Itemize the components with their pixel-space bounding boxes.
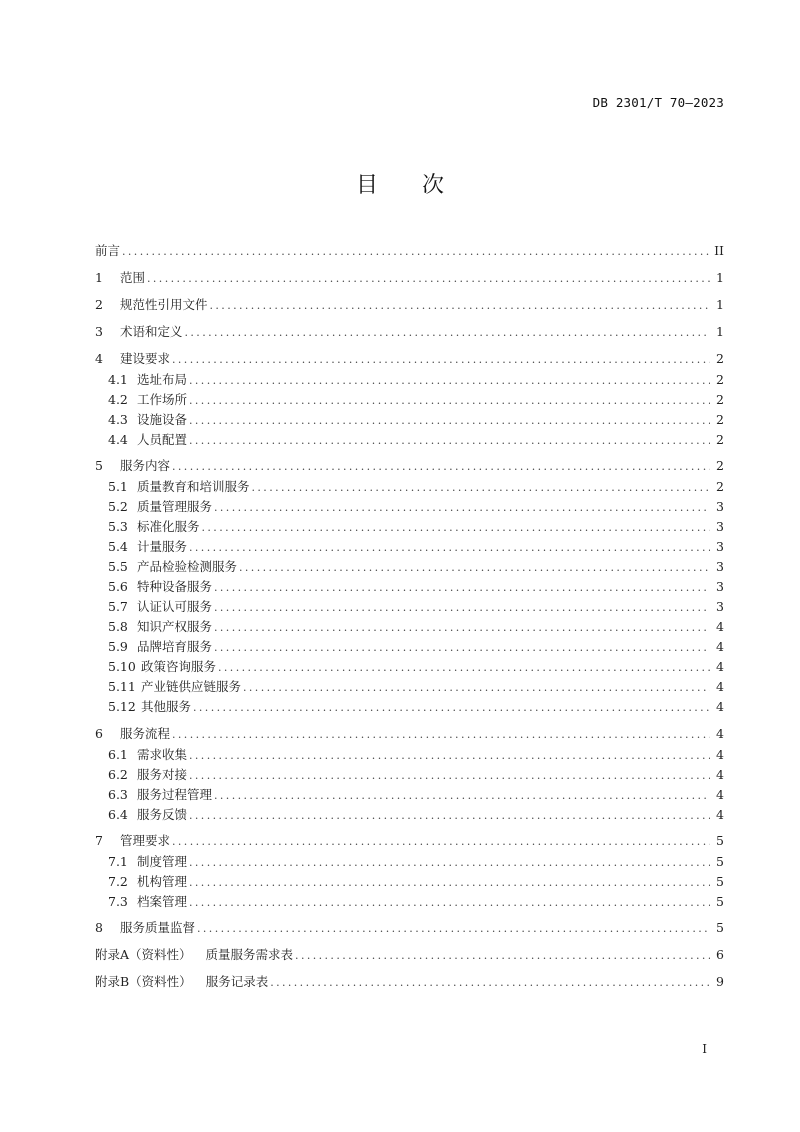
section-title: 制度管理 — [137, 854, 188, 869]
section-number: 6.1 — [108, 747, 128, 762]
dot-leader — [189, 539, 710, 557]
page-number: I — [702, 1042, 707, 1056]
section-number: 1 — [95, 270, 103, 285]
dot-leader — [214, 499, 710, 517]
section-number: 6.3 — [108, 787, 128, 802]
dot-leader — [214, 619, 710, 637]
page-reference: 3 — [716, 599, 724, 614]
section-number: 5.2 — [108, 499, 128, 514]
dot-leader — [189, 767, 710, 785]
section-number: 5.3 — [108, 519, 128, 534]
section-title: 管理要求 — [120, 833, 171, 848]
toc-entry[interactable] — [108, 598, 724, 616]
page-reference: 3 — [716, 579, 724, 594]
dot-leader — [214, 579, 710, 597]
section-title: 选址布局 — [137, 372, 188, 387]
page-reference: 4 — [716, 699, 724, 714]
section-number: 4.2 — [108, 392, 128, 407]
section-number: 6 — [95, 726, 103, 741]
section-title: 产品检验检测服务 — [137, 559, 238, 574]
dot-leader — [218, 659, 710, 677]
dot-leader — [172, 458, 710, 476]
section-number: 5.6 — [108, 579, 128, 594]
toc-entry[interactable] — [108, 658, 724, 676]
page-reference: 9 — [716, 974, 724, 989]
toc-entry[interactable] — [108, 786, 724, 804]
section-number: 7.1 — [108, 854, 128, 869]
page-reference: 2 — [716, 412, 724, 427]
section-title: 认证认可服务 — [137, 599, 213, 614]
page-reference: 3 — [716, 559, 724, 574]
section-title: 服务对接 — [137, 767, 188, 782]
toc-entry[interactable] — [95, 269, 724, 287]
dot-leader — [210, 297, 710, 315]
section-title: 术语和定义 — [120, 324, 183, 339]
toc-entry[interactable] — [108, 498, 724, 516]
section-number: 5 — [95, 458, 103, 473]
section-title: 特种设备服务 — [137, 579, 213, 594]
dot-leader — [252, 479, 710, 497]
page-reference: 1 — [716, 270, 724, 285]
toc-entry[interactable] — [95, 919, 724, 937]
toc-entry[interactable] — [108, 391, 724, 409]
toc-entry[interactable] — [108, 371, 724, 389]
standard-code: DB 2301/T 70—2023 — [592, 95, 724, 110]
dot-leader — [189, 432, 710, 450]
section-number: 7.2 — [108, 874, 128, 889]
section-number: 4.1 — [108, 372, 128, 387]
dot-leader — [214, 639, 710, 657]
section-number: 7.3 — [108, 894, 128, 909]
toc-entry[interactable] — [108, 538, 724, 556]
toc-entry[interactable] — [108, 766, 724, 784]
page-reference: 5 — [716, 920, 724, 935]
section-number: 5.1 — [108, 479, 128, 494]
section-title: 服务记录表 — [205, 974, 269, 989]
section-number: 4.4 — [108, 432, 128, 447]
section-number: 5.9 — [108, 639, 128, 654]
section-title: 机构管理 — [137, 874, 188, 889]
dot-leader — [185, 324, 710, 342]
dot-leader — [147, 270, 710, 288]
page-reference: 2 — [716, 432, 724, 447]
page-reference: 5 — [716, 854, 724, 869]
section-number: 6.4 — [108, 807, 128, 822]
page-reference: 2 — [716, 479, 724, 494]
dot-leader — [214, 787, 710, 805]
section-number: 5.5 — [108, 559, 128, 574]
dot-leader — [189, 874, 710, 892]
dot-leader — [172, 833, 710, 851]
toc-entry[interactable] — [108, 746, 724, 764]
dot-leader — [189, 372, 710, 390]
section-title: 规范性引用文件 — [120, 297, 208, 312]
section-number: 3 — [95, 324, 103, 339]
toc-entry[interactable] — [95, 296, 724, 314]
section-number: 2 — [95, 297, 103, 312]
page-reference: 4 — [716, 807, 724, 822]
page-reference: 4 — [716, 679, 724, 694]
dot-leader — [243, 679, 710, 697]
section-title: 前言 — [95, 243, 121, 258]
section-number: 7 — [95, 833, 103, 848]
page-title — [0, 168, 800, 199]
toc-entry[interactable] — [108, 853, 724, 871]
page-reference: 2 — [716, 372, 724, 387]
page-reference: 6 — [716, 947, 724, 962]
toc-entry[interactable] — [108, 638, 724, 656]
section-number: 4 — [95, 351, 103, 366]
dot-leader — [270, 974, 710, 992]
section-title: 服务内容 — [120, 458, 171, 473]
section-title: 其他服务 — [141, 699, 192, 714]
dot-leader — [189, 894, 710, 912]
section-title: 计量服务 — [137, 539, 188, 554]
toc-entry[interactable] — [95, 350, 724, 368]
toc-entry[interactable] — [95, 973, 724, 991]
page-reference: 4 — [716, 619, 724, 634]
toc-entry[interactable] — [108, 678, 724, 696]
section-title: 建设要求 — [120, 351, 171, 366]
toc-entry[interactable] — [95, 457, 724, 475]
title-char: 目 — [355, 173, 378, 198]
dot-leader — [214, 599, 710, 617]
toc-entry[interactable] — [108, 431, 724, 449]
dot-leader — [189, 747, 710, 765]
section-title: 质量服务需求表 — [205, 947, 294, 962]
toc-entry[interactable] — [95, 725, 724, 743]
appendix-prefix: 附录A（资料性） — [95, 947, 192, 962]
toc-entry[interactable] — [108, 558, 724, 576]
section-title: 工作场所 — [137, 392, 188, 407]
dot-leader — [189, 392, 710, 410]
page-reference: 1 — [716, 297, 724, 312]
section-number: 5.10 — [108, 659, 136, 674]
section-number: 5.12 — [108, 699, 136, 714]
page-reference: 4 — [716, 726, 724, 741]
section-title: 标准化服务 — [137, 519, 200, 534]
section-title: 服务反馈 — [137, 807, 188, 822]
section-number: 5.4 — [108, 539, 128, 554]
page-reference: 5 — [716, 833, 724, 848]
toc-entry[interactable] — [95, 323, 724, 341]
section-title: 服务流程 — [120, 726, 171, 741]
section-title: 需求收集 — [137, 747, 188, 762]
section-title: 知识产权服务 — [137, 619, 213, 634]
dot-leader — [197, 920, 710, 938]
section-number: 8 — [95, 920, 103, 935]
title-char: 次 — [422, 173, 445, 198]
toc-entry[interactable] — [108, 698, 724, 716]
section-title: 设施设备 — [137, 412, 188, 427]
dot-leader — [122, 243, 710, 261]
page-reference: 1 — [716, 324, 724, 339]
section-title: 档案管理 — [137, 894, 188, 909]
page-reference: 2 — [716, 458, 724, 473]
dot-leader — [172, 351, 710, 369]
section-number: 6.2 — [108, 767, 128, 782]
page-reference: 4 — [716, 659, 724, 674]
toc-entry[interactable] — [95, 946, 724, 964]
section-number: 4.3 — [108, 412, 128, 427]
page-reference: 3 — [716, 539, 724, 554]
section-title: 质量管理服务 — [137, 499, 213, 514]
section-title: 范围 — [120, 270, 146, 285]
toc-entry[interactable] — [108, 411, 724, 429]
section-title: 质量教育和培训服务 — [137, 479, 250, 494]
page-reference: 4 — [716, 639, 724, 654]
appendix-prefix: 附录B（资料性） — [95, 974, 192, 989]
section-title: 服务过程管理 — [137, 787, 213, 802]
toc-entry[interactable] — [108, 518, 724, 536]
toc-entry[interactable] — [95, 832, 724, 850]
section-number: 5.11 — [108, 679, 136, 694]
toc-entry[interactable] — [108, 578, 724, 596]
section-number: 5.7 — [108, 599, 128, 614]
page-reference: 4 — [716, 787, 724, 802]
dot-leader — [239, 559, 710, 577]
page-reference: 2 — [716, 351, 724, 366]
section-title: 服务质量监督 — [120, 920, 196, 935]
page-reference: 2 — [716, 392, 724, 407]
section-title: 人员配置 — [137, 432, 188, 447]
page-reference: 3 — [716, 519, 724, 534]
toc-entry[interactable] — [95, 242, 724, 260]
section-title: 政策咨询服务 — [141, 659, 217, 674]
dot-leader — [202, 519, 710, 537]
section-title: 品牌培育服务 — [137, 639, 213, 654]
section-title: 产业链供应链服务 — [141, 679, 242, 694]
page-reference: 4 — [716, 767, 724, 782]
dot-leader — [189, 854, 710, 872]
toc-entry[interactable] — [108, 873, 724, 891]
page-reference: 3 — [716, 499, 724, 514]
toc-entry[interactable] — [108, 618, 724, 636]
dot-leader — [295, 947, 710, 965]
dot-leader — [189, 412, 710, 430]
toc-entry[interactable] — [108, 478, 724, 496]
page-reference: 5 — [716, 874, 724, 889]
dot-leader — [189, 807, 710, 825]
toc-entry[interactable] — [108, 893, 724, 911]
dot-leader — [193, 699, 710, 717]
toc-entry[interactable] — [108, 806, 724, 824]
page-reference: 4 — [716, 747, 724, 762]
dot-leader — [172, 726, 710, 744]
section-number: 5.8 — [108, 619, 128, 634]
page-reference: 5 — [716, 894, 724, 909]
page-reference: II — [714, 243, 724, 258]
